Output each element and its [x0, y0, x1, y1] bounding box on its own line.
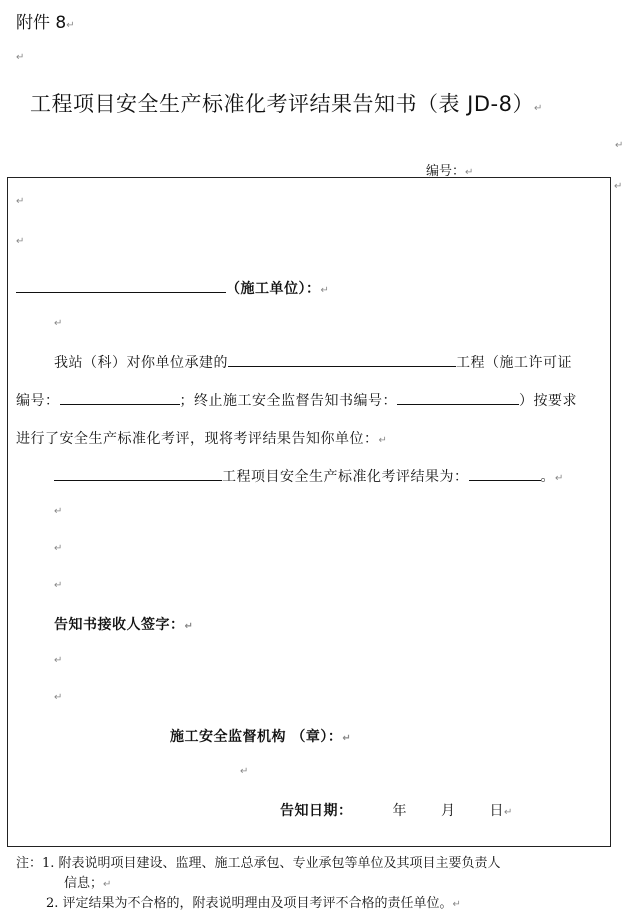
paragraph-mark: ↵: [54, 543, 63, 554]
paragraph-mark: ↵: [452, 899, 461, 910]
paragraph-mark: ↵: [378, 435, 388, 446]
paragraph-mark: ↵: [240, 766, 249, 777]
paragraph-mark: ↵: [504, 807, 513, 818]
paragraph-mark: ↵: [16, 196, 25, 207]
serial-number-field: 编号：↵: [426, 164, 474, 179]
body-paragraph-line1: 我站（科）对你单位承建的 工程（施工许可证: [54, 352, 572, 372]
note-2: 2. 评定结果为不合格的，附表说明理由及项目考评不合格的责任单位。↵: [46, 896, 461, 911]
paragraph-mark: ↵: [615, 140, 623, 151]
project-name-blank[interactable]: [228, 352, 456, 367]
recipient-line: （施工单位）：↵: [16, 278, 329, 298]
attachment-label: 附件 8↵: [16, 13, 75, 33]
project-blank[interactable]: [54, 466, 222, 481]
permit-number-blank[interactable]: [60, 390, 180, 405]
paragraph-mark: ↵: [342, 733, 352, 744]
result-blank[interactable]: [469, 466, 541, 481]
notice-date-line: 告知日期： 年 月 日↵: [280, 803, 513, 819]
paragraph-mark: ↵: [54, 506, 63, 517]
agency-seal-label: 施工安全监督机构 （章）：↵: [170, 729, 352, 745]
body-paragraph-line3: 进行了安全生产标准化考评，现将考评结果告知你单位：↵: [16, 431, 388, 447]
note-1-continued: 信息；↵: [64, 876, 112, 891]
result-line: 工程项目安全生产标准化考评结果为： 。↵: [54, 466, 564, 486]
paragraph-mark: ↵: [103, 879, 112, 890]
paragraph-mark: ↵: [320, 285, 330, 296]
paragraph-mark: ↵: [533, 103, 543, 114]
body-paragraph-line2: 编号： ；终止施工安全监督告知书编号： ）按要求: [16, 390, 577, 410]
paragraph-mark: ↵: [54, 655, 63, 666]
paragraph-mark: ↵: [16, 52, 25, 63]
paragraph-mark: ↵: [54, 692, 63, 703]
paragraph-mark: ↵: [16, 236, 25, 247]
paragraph-mark: ↵: [184, 621, 194, 632]
note-1: 注：1. 附表说明项目建设、监理、施工总承包、专业承包等单位及其项目主要负责人: [16, 856, 501, 871]
paragraph-mark: ↵: [465, 167, 474, 178]
recipient-blank[interactable]: [16, 278, 226, 293]
paragraph-mark: ↵: [614, 181, 623, 192]
paragraph-mark: ↵: [54, 318, 63, 329]
paragraph-mark: ↵: [66, 20, 75, 31]
paragraph-mark: ↵: [54, 580, 63, 591]
paragraph-mark: ↵: [555, 473, 564, 484]
receiver-signature-label: 告知书接收人签字：↵: [54, 617, 194, 633]
document-title: 工程项目安全生产标准化考评结果告知书（表 JD-8）↵: [30, 92, 543, 116]
termination-notice-number-blank[interactable]: [397, 390, 519, 405]
